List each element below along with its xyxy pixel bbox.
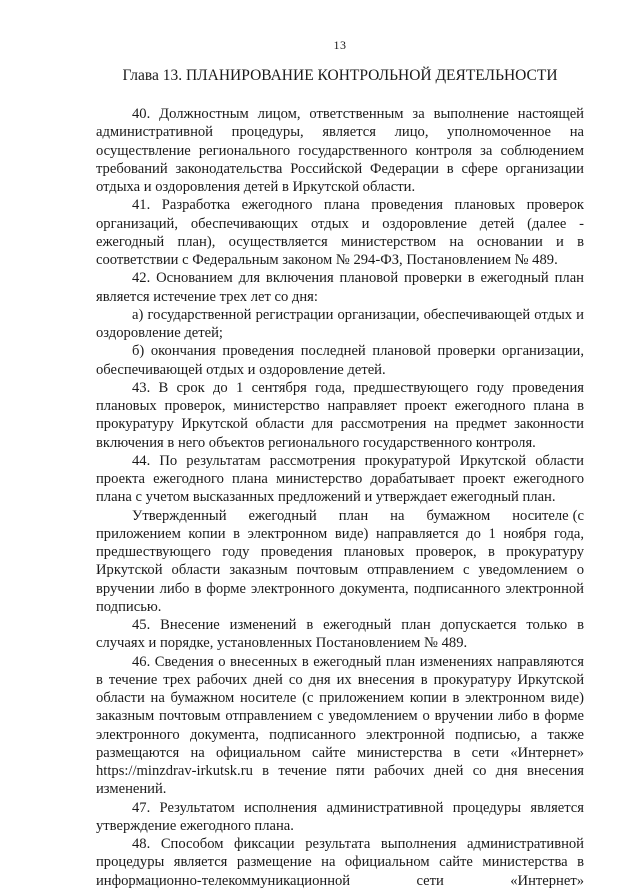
- paragraph-44: 44. По результатам рассмотрения прокуратурой Иркутской области проекта ежегодного плана министерство дорабатывает проект ежегодного плана с учетом высказанных предложений и утверждает ежегодный план.: [96, 452, 584, 506]
- paragraph-40: 40. Должностным лицом, ответственным за выполнение настоящей административной процедуры, является лицо, уполномоченное на осуществление регионального государственного контроля за соблюдением требований законодательства Российской Федерации в сфере организации отдыха и оздоровления детей в Иркутской области.: [96, 106, 584, 195]
- paragraph-41: 41. Разработка ежегодного плана проведения плановых проверок организаций, обеспечивающих отдых и оздоровление детей (далее - ежегодный план), осуществляется министерством на основании и в соответствии с Федеральным законом № 294-ФЗ, Постановлением № 489.: [96, 197, 584, 268]
- paragraph-42-a: а) государственной регистрации организации, обеспечивающей отдых и оздоровление детей;: [96, 306, 584, 341]
- paragraph-42-b: б) окончания проведения последней плановой проверки организации, обеспечивающей отдых и оздоровление детей.: [96, 343, 584, 378]
- paragraph-45: 45. Внесение изменений в ежегодный план допускается только в случаях и порядке, установленных Постановлением № 489.: [96, 617, 584, 652]
- paragraph-44-approved-plan: Утвержденный ежегодный план на бумажном носителе (с приложением копии в электронном виде) направляется до 1 ноября года, предшествующего году проведения плановых проверок, в прокуратуру Иркутской области заказным почтовым отправлением с уведомлением о вручении либо в форме электронного документа, подписанного электронной подписью.: [96, 507, 584, 615]
- chapter-title: Глава 13. ПЛАНИРОВАНИЕ КОНТРОЛЬНОЙ ДЕЯТЕЛЬНОСТИ: [122, 67, 558, 84]
- paragraph-48: 48. Способом фиксации результата выполнения административной процедуры является размещение на официальном сайте министерства в информационно-телекоммуникационной сети «Интернет»: [96, 836, 584, 889]
- document-page: [96, 38, 584, 890]
- paragraph-43: 43. В срок до 1 сентября года, предшествующего году проведения плановых проверок, министерство направляет проект ежегодного плана в прокуратуру Иркутской области для рассмотрения на предмет законности включения в него объектов регионального государственного контроля.: [96, 379, 584, 451]
- paragraph-47: 47. Результатом исполнения административной процедуры является утверждение ежегодного плана.: [96, 799, 584, 834]
- paragraph-46: 46. Сведения о внесенных в ежегодный план изменениях направляются в течение трех рабочих дней со дня их внесения в прокуратуру Иркутской области на бумажном носителе (с приложением копии в электронном виде) заказным почтовым отправлением с уведомлением о вручении либо в форме электронного документа, подписанного электронной подписью, а также размещаются на официальном сайте министерства в сети «Интернет» https://minzdrav-irkutsk.ru в течение пяти рабочих дней со дня внесения изменений.: [96, 653, 584, 798]
- paragraph-42: 42. Основанием для включения плановой проверки в ежегодный план является истечение трех лет со дня:: [96, 270, 584, 305]
- page-number: 13: [333, 38, 347, 52]
